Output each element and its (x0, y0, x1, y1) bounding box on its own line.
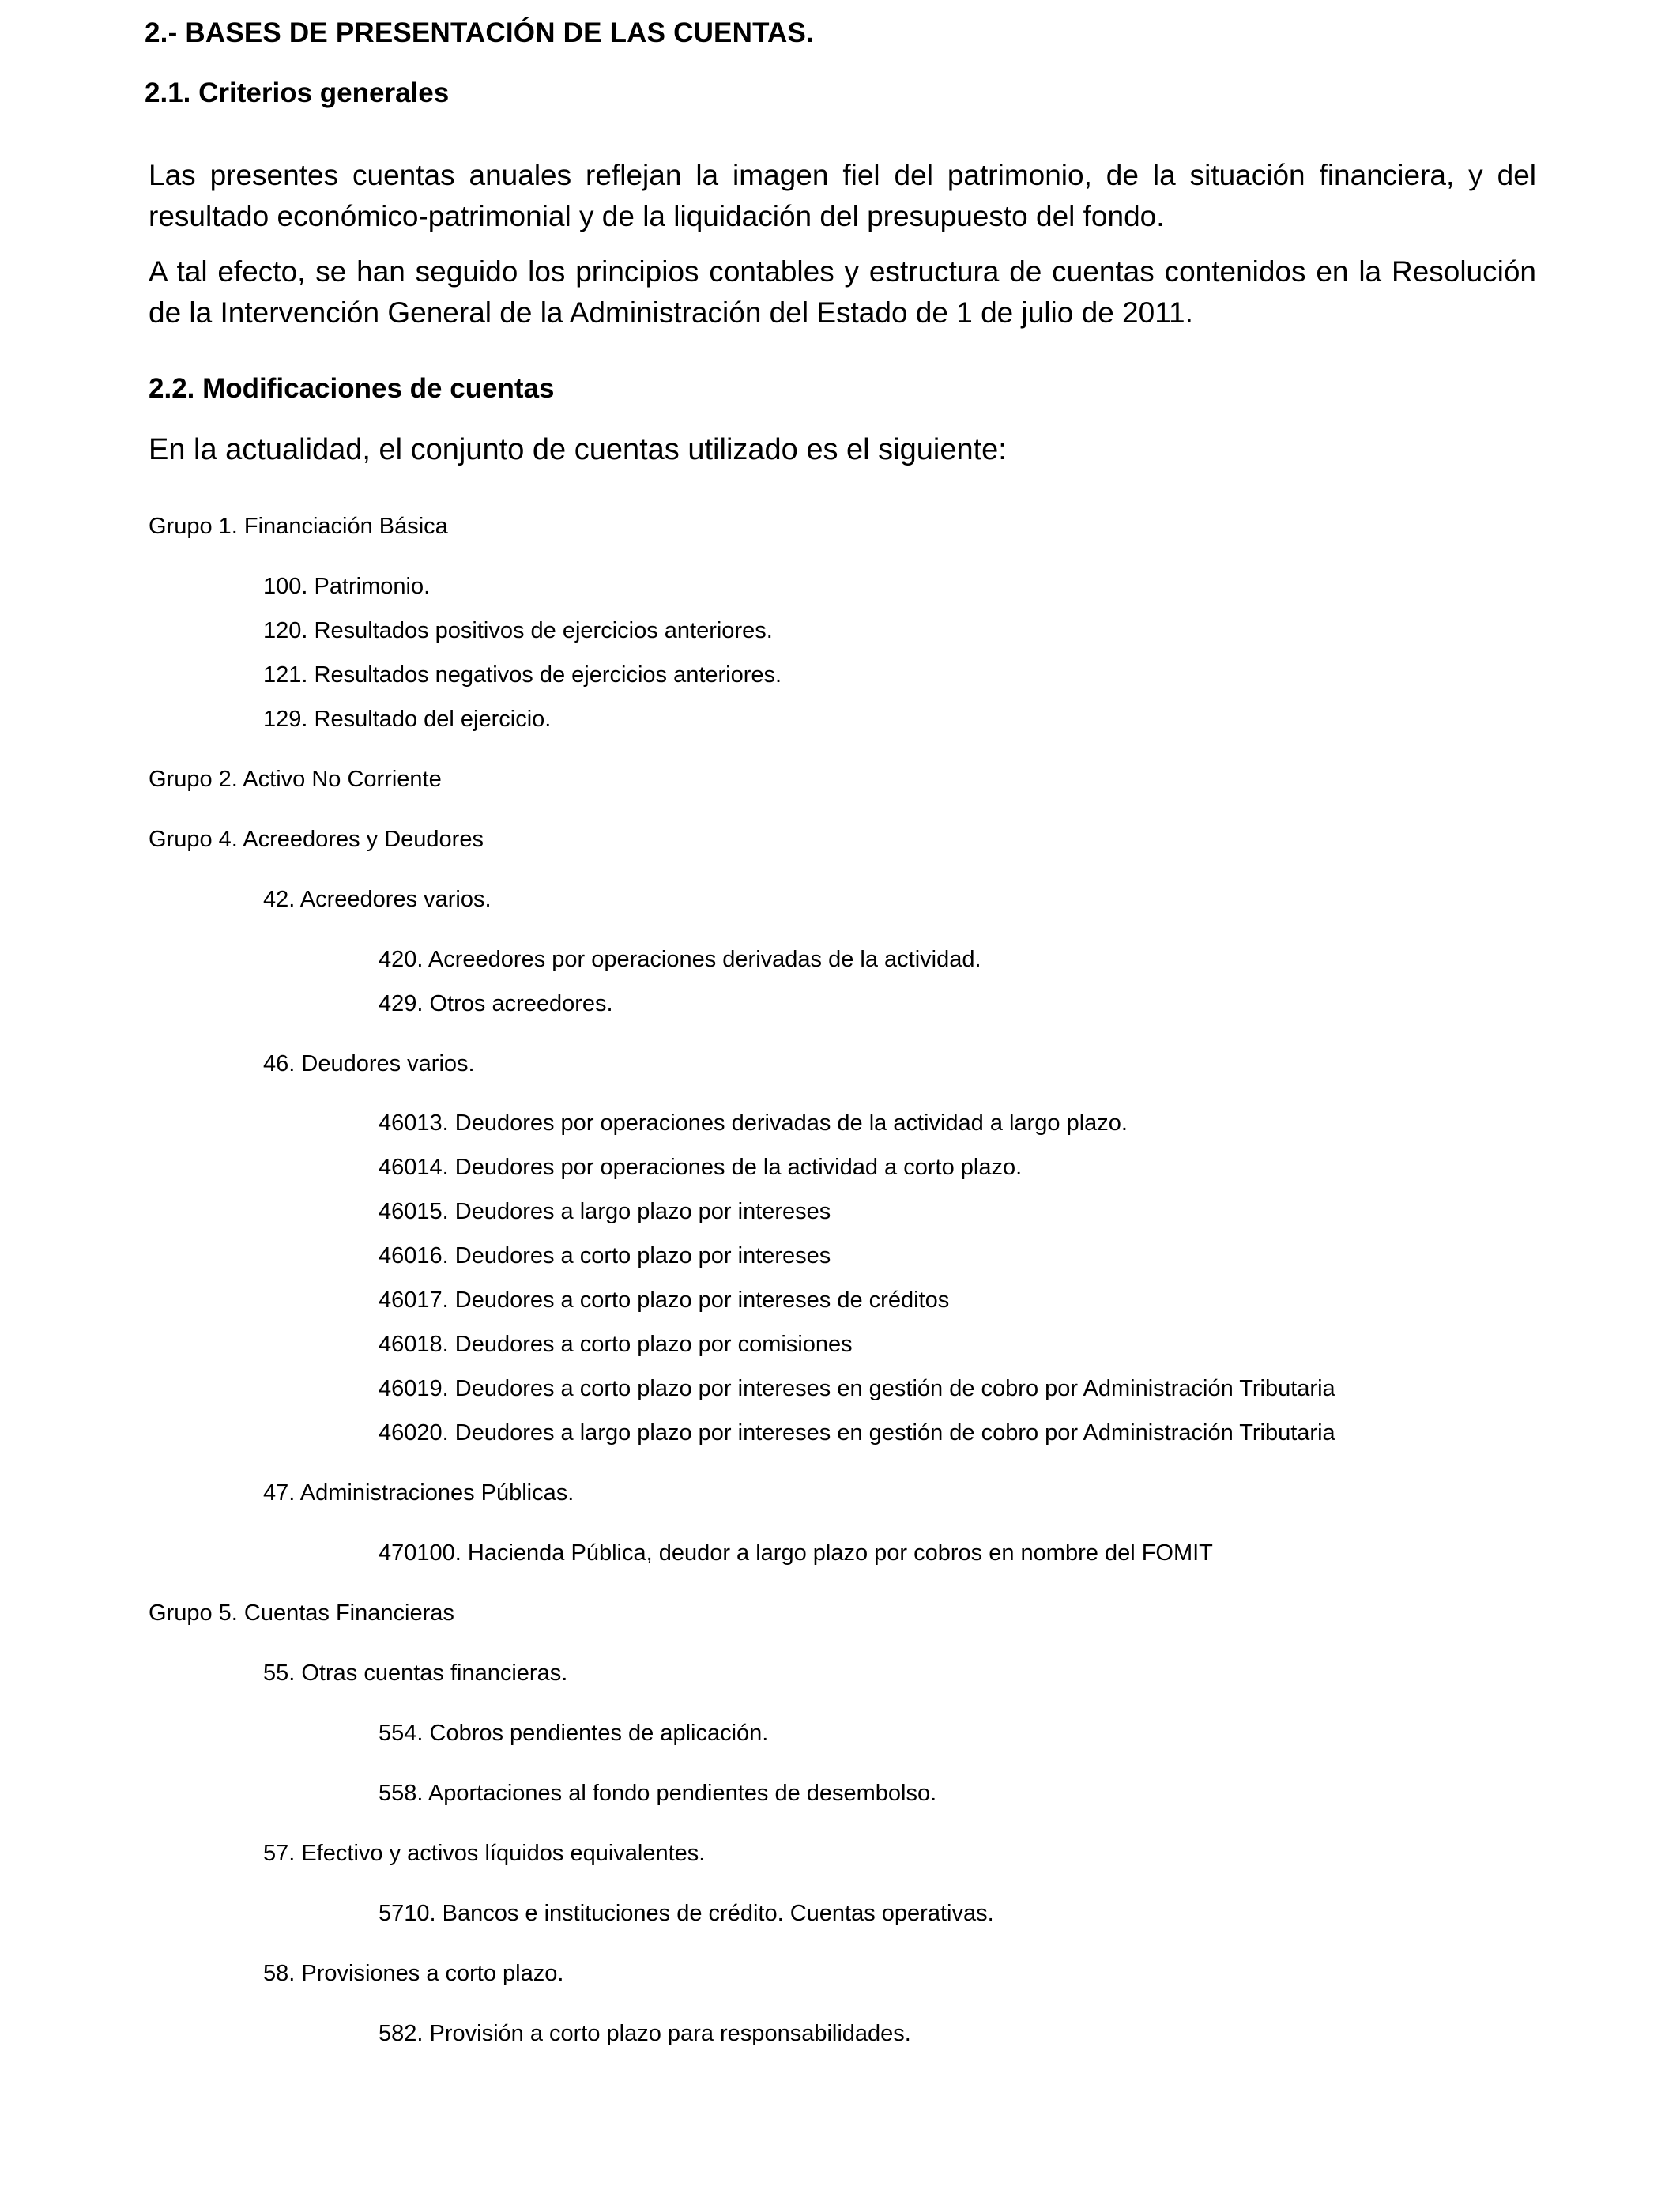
account-subgroup: 46. Deudores varios. (263, 1051, 475, 1076)
account-group-4: Grupo 4. Acreedores y Deudores (149, 827, 484, 852)
account-item: 420. Acreedores por operaciones derivadas de la actividad. (379, 947, 981, 972)
account-item: 121. Resultados negativos de ejercicios anteriores. (263, 662, 782, 688)
account-item: 46017. Deudores a corto plazo por intereses de créditos (379, 1287, 950, 1313)
account-item: 46020. Deudores a largo plazo por intereses en gestión de cobro por Administración Tributaria (379, 1420, 1335, 1446)
section-title: 2.- BASES DE PRESENTACIÓN DE LAS CUENTAS. (145, 17, 815, 48)
criterios-title: 2.1. Criterios generales (145, 77, 450, 108)
account-item: 46015. Deudores a largo plazo por intereses (379, 1199, 831, 1224)
account-item: 46018. Deudores a corto plazo por comisiones (379, 1332, 853, 1357)
account-item: 100. Patrimonio. (263, 574, 431, 599)
account-item: 46013. Deudores por operaciones derivadas de la actividad a largo plazo. (379, 1110, 1128, 1136)
account-item: 46014. Deudores por operaciones de la actividad a corto plazo. (379, 1155, 1023, 1180)
account-item: 46019. Deudores a corto plazo por intereses en gestión de cobro por Administración Tributaria (379, 1376, 1335, 1401)
criterios-paragraph-1: Las presentes cuentas anuales reflejan la imagen fiel del patrimonio, de la situación financiera, y del resultado económico-patrimonial y de la liquidación del presupuesto del fondo. (149, 159, 1536, 232)
account-item: 129. Resultado del ejercicio. (263, 707, 552, 732)
account-item: 46016. Deudores a corto plazo por intereses (379, 1243, 831, 1269)
account-group-2: Grupo 2. Activo No Corriente (149, 767, 442, 792)
modificaciones-intro: En la actualidad, el conjunto de cuentas utilizado es el siguiente: (149, 433, 1007, 466)
account-group-1: Grupo 1. Financiación Básica (149, 514, 448, 539)
account-subgroup: 55. Otras cuentas financieras. (263, 1661, 568, 1686)
account-item: 5710. Bancos e instituciones de crédito. Cuentas operativas. (379, 1901, 994, 1926)
account-group-5: Grupo 5. Cuentas Financieras (149, 1600, 454, 1626)
account-item: 470100. Hacienda Pública, deudor a largo plazo por cobros en nombre del FOMIT (379, 1540, 1213, 1566)
account-item: 429. Otros acreedores. (379, 991, 613, 1016)
account-item: 554. Cobros pendientes de aplicación. (379, 1721, 769, 1746)
modificaciones-title: 2.2. Modificaciones de cuentas (149, 373, 555, 404)
criterios-paragraph-2: A tal efecto, se han seguido los principios contables y estructura de cuentas contenidos en la Resolución de la Intervención General de la Administración del Estado de 1 de julio de 2011. (149, 255, 1536, 329)
account-subgroup: 58. Provisiones a corto plazo. (263, 1961, 564, 1986)
account-subgroup: 57. Efectivo y activos líquidos equivalentes. (263, 1841, 706, 1866)
account-item: 558. Aportaciones al fondo pendientes de desembolso. (379, 1781, 937, 1806)
account-subgroup: 42. Acreedores varios. (263, 887, 492, 912)
account-subgroup: 47. Administraciones Públicas. (263, 1480, 574, 1506)
account-item: 582. Provisión a corto plazo para responsabilidades. (379, 2021, 911, 2046)
account-item: 120. Resultados positivos de ejercicios anteriores. (263, 618, 773, 643)
